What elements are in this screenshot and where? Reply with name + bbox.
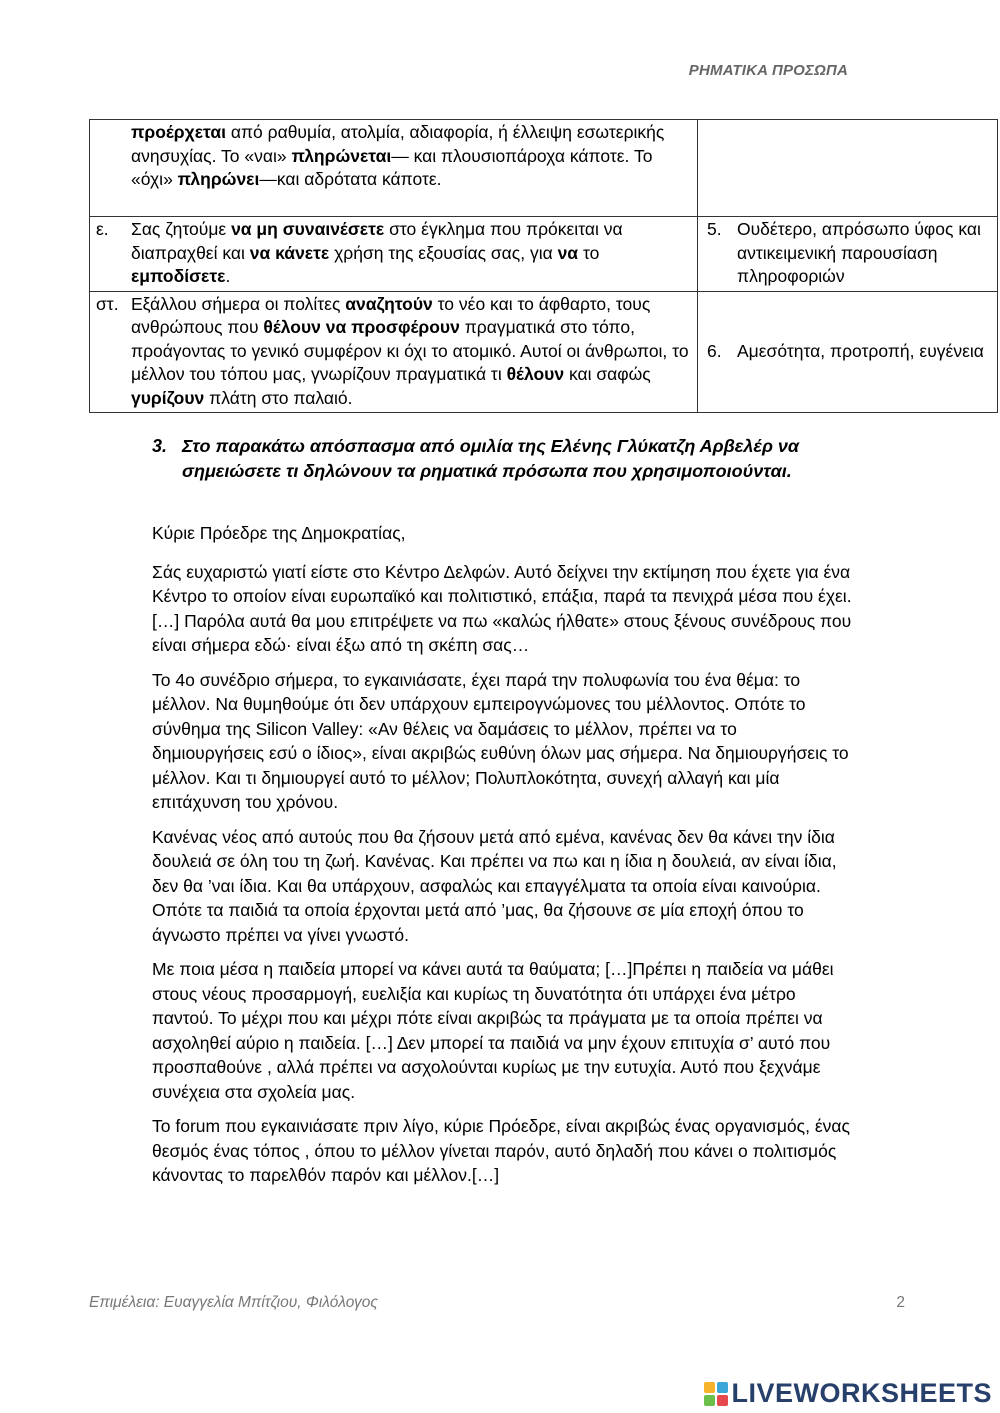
- bold-verb: προέρχεται: [131, 122, 226, 142]
- speech-excerpt: [152, 521, 852, 1198]
- text-segment: πραγματικά στο τόπο, προάγοντας το γενικό συμφέρον κι όχι το ατομικό. Αυτοί οι άνθρωποι, το μέλλον του τόπου μας, γνωρίζουν πραγματικά τι: [131, 317, 689, 384]
- text-segment: Σας ζητούμε: [131, 219, 232, 239]
- table-cell-left: [90, 120, 698, 217]
- table-row: [90, 217, 998, 292]
- table-row: [90, 291, 998, 413]
- bold-verb: να: [557, 242, 579, 263]
- liveworksheets-logo[interactable]: [703, 1378, 992, 1409]
- text-segment: στο έγκλημα που πρόκειται να διαπραχθεί και: [131, 219, 623, 263]
- row-label: ε.: [96, 219, 109, 239]
- page-header-title: ΡΗΜΑΤΙΚΑ ΠΡΟΣΩΠΑ: [688, 62, 848, 79]
- speech-paragraph: Κανένας νέος από αυτούς που θα ζήσουν μετά από εμένα, κανένας δεν θα κάνει την ίδια δουλειά σε όλη του τη ζωή. Κανένας. Και πρέπει να πω και η ίδια η δουλειά, αν είναι ίδια, δεν θα ’ναι ίδια. Και θα υπάρχουν, ασφαλώς και επαγγέλματα τα οποία είναι καινούρια. Οπότε τα παιδιά τα οποία έρχονται μετά από ’μας, θα ζήσουνε σε μία εποχή όπου το άγνωστο πρέπει να γίνει γνωστό.: [152, 826, 837, 945]
- table-cell-right: [698, 291, 998, 413]
- question-3: [152, 434, 852, 484]
- text-segment: πλάτη στο παλαιό.: [204, 387, 353, 408]
- text-segment: —και αδρότατα κάποτε.: [259, 169, 442, 189]
- liveworksheets-logo-text: LIVEWORKSHEETS: [731, 1378, 992, 1408]
- bold-verb: αναζητούν: [345, 293, 433, 314]
- question-text: Στο παρακάτω απόσπασμα από ομιλία της Ελένης Γλύκατζη Αρβελέρ να σημειώσετε τι δηλώνουν τα ρηματικά πρόσωπα που χρησιμοποιούνται.: [182, 436, 800, 481]
- option-number: 5.: [707, 219, 722, 239]
- matching-table: [89, 119, 998, 413]
- table-cell-right-empty: [698, 120, 998, 217]
- question-number: 3.: [152, 436, 168, 456]
- text-segment: χρήση της εξουσίας σας, για: [329, 242, 558, 263]
- liveworksheets-logo-icon: [703, 1381, 729, 1407]
- speech-paragraph: Με ποια μέσα η παιδεία μπορεί να κάνει αυτά τα θαύματα; […]Πρέπει η παιδεία να μάθει στους νέους προσαρμογή, ευελιξία και κυρίως τη δυνατότητα ότι υπάρχει ένα μέτρο παντού. Το μέχρι που και μέχρι πότε είναι ακριβώς τα πράγματα με τα οποία πρέπει να ασχοληθεί αύριο η παιδεία. […] Δεν μπορεί τα παιδιά να μην έχουν επιτυχία σ’ αυτό που προσπαθούνε , αλλά πρέπει να ασχολούνται κυρίως με την ευτυχία. Αυτό που ξεχνάμε συνέχεια στα σχολεία μας.: [152, 959, 834, 1102]
- text-segment: — και πλουσιοπάροχα κάποτε. Το «όχι»: [131, 145, 653, 189]
- table-cell-right: [698, 217, 998, 292]
- speech-greeting: Κύριε Πρόεδρε της Δημοκρατίας,: [152, 523, 406, 543]
- text-segment: το νέο και το άφθαρτο, τους ανθρώπους που: [131, 293, 651, 337]
- bold-verb: θέλουν: [506, 364, 565, 384]
- table-cell-left: [90, 291, 698, 413]
- text-segment: Εξάλλου σήμερα οι πολίτες: [131, 293, 346, 314]
- text-segment: .: [225, 266, 231, 286]
- bold-verb: γυρίζουν: [131, 387, 205, 408]
- bold-verb: πληρώνει: [177, 169, 260, 189]
- rich-text-e: [131, 218, 693, 289]
- speech-paragraph: Το forum που εγκαινιάσατε πριν λίγο, κύριε Πρόεδρε, είναι ακριβώς ένας οργανισμός, ένας θεσμός ένας τόπος , όπου το μέλλον γίνεται παρόν, αυτό δηλαδή που κάνει ο πολιτισμός κάνοντας το παρελθόν παρόν και μέλλον.[…]: [152, 1116, 850, 1185]
- text-segment: από ραθυμία, ατολμία, αδιαφορία, ή έλλειψη εσωτερικής ανησυχίας. Το «ναι»: [131, 122, 665, 166]
- bold-verb: να μη συναινέσετε: [231, 219, 385, 239]
- rich-text-continued: [90, 120, 697, 192]
- bold-verb: θέλουν να προσφέρουν: [263, 317, 460, 337]
- table-row: [90, 120, 998, 217]
- text-segment: και σαφώς: [564, 364, 651, 384]
- page-number: 2: [896, 1294, 905, 1311]
- row-label: στ.: [96, 293, 119, 314]
- bold-verb: εμποδίσετε: [131, 266, 226, 286]
- text-segment: το: [578, 242, 600, 263]
- footer-author: Επιμέλεια: Ευαγγελία Μπίτζιου, Φιλόλογος: [89, 1294, 378, 1311]
- bold-verb: να κάνετε: [249, 242, 330, 263]
- option-text: Αμεσότητα, προτροπή, ευγένεια: [737, 340, 984, 361]
- table-cell-left: [90, 217, 698, 292]
- rich-text-st: [131, 293, 693, 411]
- speech-paragraph: Σάς ευχαριστώ γιατί είστε στο Κέντρο Δελφών. Αυτό δείχνει την εκτίμηση που έχετε για ένα Κέντρο το οποίον είναι ευρωπαϊκό και πολιτιστικό, επάξια, παρά τα πενιχρά μέσα που έχει.[…] Παρόλα αυτά θα μου επιτρέψετε να πω «καλώς ήλθατε» στους ξένους συνέδρους που είναι σήμερα εδώ· είναι έξω από τη σκέπη σας…: [152, 561, 852, 655]
- option-text: Ουδέτερο, απρόσωπο ύφος και αντικειμενική παρουσίαση πληροφοριών: [737, 219, 981, 286]
- speech-paragraph: Το 4ο συνέδριο σήμερα, το εγκαινιάσατε, έχει παρά την πολυφωνία του ένα θέμα: το μέλλον. Να θυμηθούμε ότι δεν υπάρχουν εμπειρογνώμονες του μέλλοντος. Οπότε το σύνθημα της Silicon Valley: «Αν θέλεις να δαμάσεις το μέλλον, πρέπει να το δημιουργήσεις εσύ ο ίδιος», είναι ακριβώς ευθύνη όλων μας σήμερα. Να δημιουργήσεις το μέλλον. Και τι δημιουργεί αυτό το μέλλον; Πολυπλοκότητα, συνεχή αλλαγή και μία επιτάχυνση του χρόνου.: [152, 669, 849, 812]
- bold-verb: πληρώνεται: [291, 145, 392, 166]
- option-number: 6.: [707, 340, 722, 361]
